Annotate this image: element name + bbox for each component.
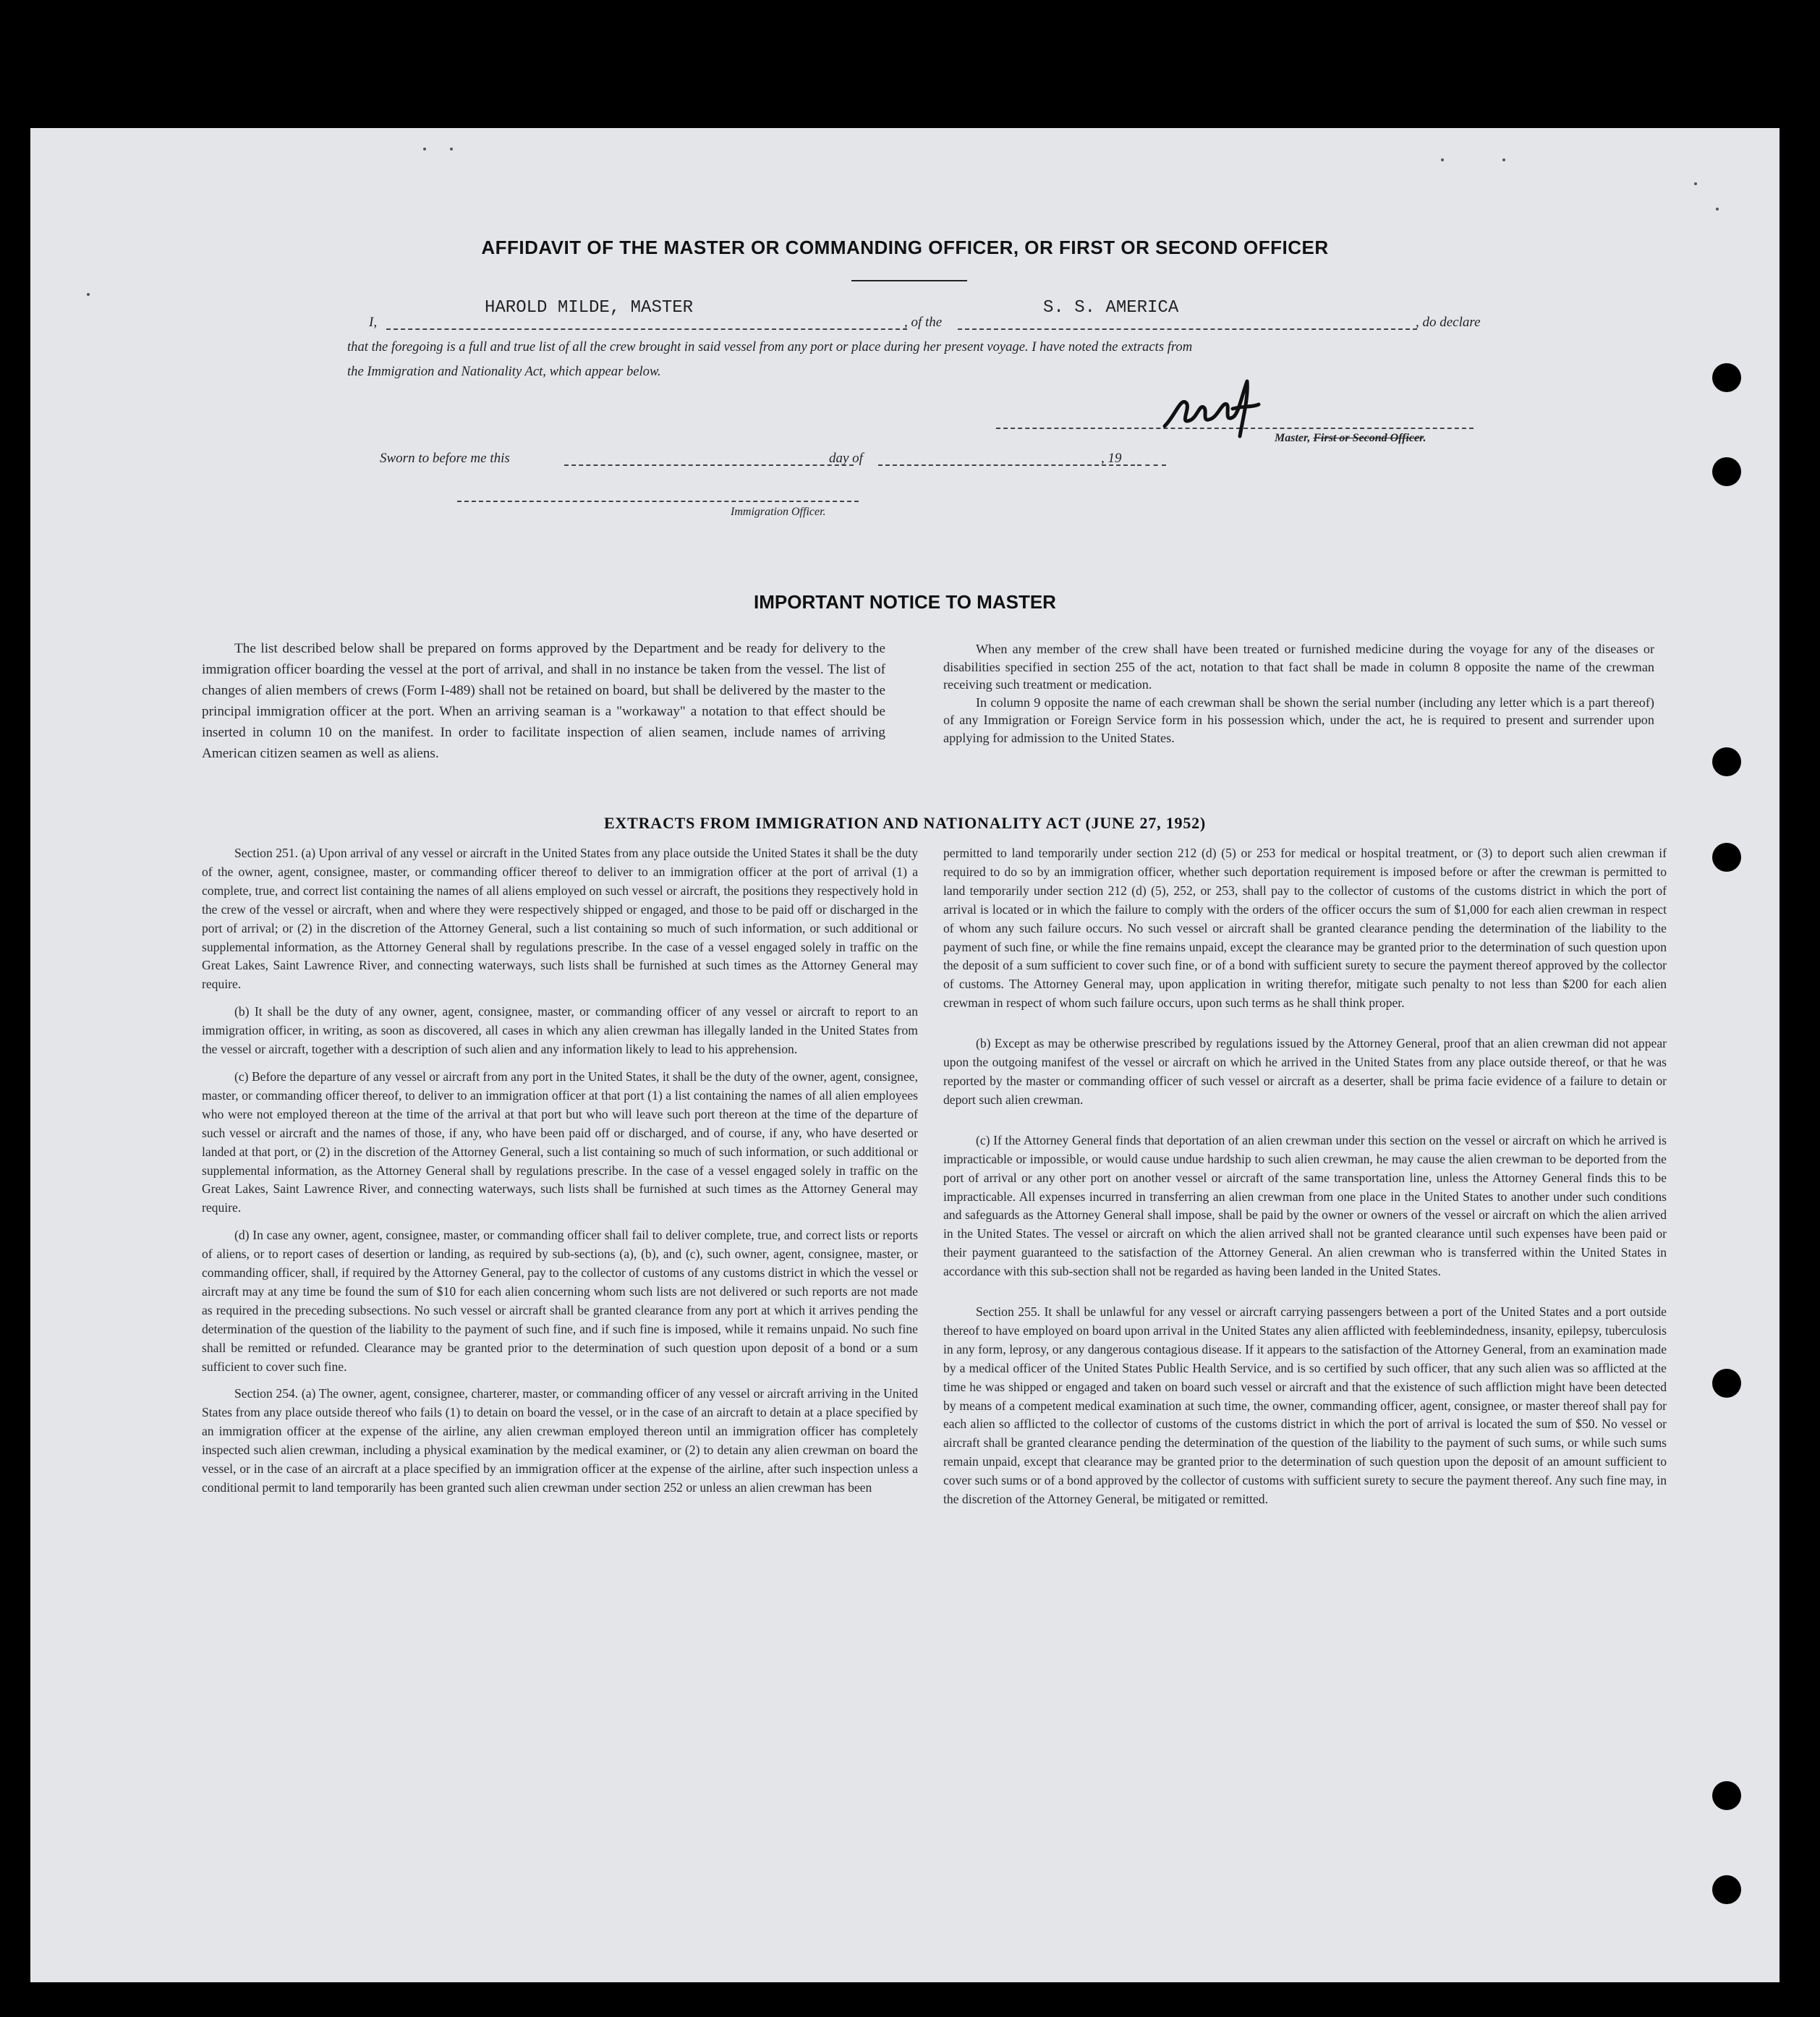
declaration-line-2: the Immigration and Nationality Act, which appear below.	[347, 364, 661, 379]
binder-hole	[1712, 747, 1741, 776]
scan-speck	[1694, 182, 1697, 185]
binder-hole	[1712, 1781, 1741, 1810]
section-251-b: (b) It shall be the duty of any owner, agent, consignee, master, or commanding officer of any vessel or aircraft to report to an immigration officer, in writing, as soon as discovered, all cases in which any alien crewman has illegally landed in the United States from the vessel or aircraft, together with a description of such alien and any information likely to lead to his apprehension.	[202, 1004, 918, 1057]
i-label: I,	[369, 315, 378, 330]
section-251-d: (d) In case any owner, agent, consignee, master, or commanding officer shall fail to deliver complete, true, and correct lists or reports of aliens, or to report cases of desertion or landing, as required by sub-sections (a), (b), and (c), such owner, agent, consignee, master, or commanding officer, shall, if required by the Attorney General, pay to the collector of customs of any customs district in which the vessel or aircraft may at any time be found the sum of $10 for each alien concerning whom such lists are not delivered or such reports are not made as required in the preceding subsections. No such vessel or aircraft shall be granted clearance from any port at which it arrives pending the determination of the question of the liability to the payment of such fine, and if such fine is imposed, while it remains unpaid. No such fine shall be remitted or refunded. Clearance may be granted prior to the determination of such question upon deposit of a bond or a sum sufficient to cover such fine.	[202, 1228, 918, 1374]
notice-title: IMPORTANT NOTICE TO MASTER	[754, 591, 1056, 613]
binder-hole	[1712, 843, 1741, 872]
sworn-label: Sworn to before me this	[380, 451, 510, 466]
scan-speck	[450, 148, 453, 150]
declaration-line-1: that the foregoing is a full and true list of all the crew brought in said vessel from any port or place during her present voyage. I have noted the extracts from	[347, 339, 1193, 354]
section-254-a-cont: permitted to land temporarily under section 212 (d) (5) or 253 for medical or hospital treatment, or (3) to deport such alien crewman if required to do so by an immigration officer, whether such deportation requirement is imposed before or after the crewman is permitted to land temporarily under section 212 (d) (5), 252, or 253, shall pay to the collector of customs of the customs district in which the port of arrival is located or in which the failure to comply with the orders of the officer occurs the sum of $1,000 for each alien crewman in respect of whom any such failure occurs. No such vessel or aircraft shall be granted clearance pending the determination of the liability to the payment of such fine, or while the fine remains unpaid, except the clearance may be granted prior to the determination of such question upon the deposit of a sum sufficient to cover such fine, or of a bond with sufficient surety to secure the payment thereof approved by the collector of customs. The Attorney General may, upon application in writing therefor, mitigate such penalty to not less than $200 for each alien crewman in respect of whom such failure occurs, upon such terms as he shall think proper.	[943, 846, 1667, 1011]
officer-sign-line	[457, 501, 859, 502]
master-signature	[1157, 375, 1266, 441]
sworn-month-line	[878, 464, 1135, 466]
immigration-officer-label: Immigration Officer.	[731, 506, 826, 518]
signature-caption-struck: First or Second Officer	[1313, 432, 1424, 444]
year-label: , 19	[1101, 451, 1122, 466]
scan-speck	[87, 293, 90, 296]
document-page	[30, 128, 1779, 1982]
scan-speck	[423, 148, 426, 150]
section-254-c: (c) If the Attorney General finds that deportation of an alien crewman under this section on the vessel or aircraft on which he arrived is impracticable or impossible, or would cause undue hardship to such alien crewman, he may cause the alien crewman to be deported from the port of arrival or any other port on another vessel or aircraft of the same transportation line, unless the Attorney General finds this to be impracticable. All expenses incurred in transferring an alien crewman from one place in the United States to another under such conditions and safeguards as the Attorney General shall impose, shall be paid by the owner or owners of the vessel or aircraft on which the alien arrived in the United States. The vessel or aircraft on which the alien arrived shall not be granted clearance until such expenses have been paid or their payment guaranteed to the satisfaction of the Attorney General. An alien crewman who is transferred within the United States in accordance with this sub-section shall not be regarded as having been landed in the United States.	[943, 1132, 1667, 1279]
day-of-label: day of	[829, 451, 863, 466]
section-254-a: Section 254. (a) The owner, agent, consignee, charterer, master, or commanding officer of any vessel or aircraft arriving in the United States from any place outside thereof who fails (1) to detain on board the vessel, or in the case of an aircraft to detain at a place specified by an immigration officer at the expense of the airline, any alien crewman employed thereon until an immigration officer has completely inspected such alien crewman, including a physical examination by the medical examiner, or (2) to detain any alien crewman on board the vessel, or in the case of an aircraft at a place specified by an immigration officer at the expense of the airline, after such inspection unless a conditional permit to land temporarily has been granted such alien crewman under section 252 or unless an alien crewman has been	[202, 1386, 918, 1495]
do-declare-label: , do declare	[1416, 315, 1481, 330]
scan-speck	[1716, 208, 1719, 211]
binder-hole	[1712, 1369, 1741, 1398]
binder-hole	[1712, 363, 1741, 392]
binder-hole	[1712, 457, 1741, 486]
section-255: Section 255. It shall be unlawful for any vessel or aircraft carrying passengers between a port of the United States and a port outside thereof to have employed on board upon arrival in the United States any alien afflicted with feeblemindedness, insanity, epilepsy, tuberculosis in any form, leprosy, or any dangerous contagious disease. If it appears to the satisfaction of the Attorney General, from an examination made by a medical officer of the United States Public Health Service, and is so certified by such officer, that any such alien was so afflicted at the time he was shipped or engaged and taken on board such vessel or aircraft and that the existence of such affliction might have been detected by means of a competent medical examination at such time, the owner, commanding officer, agent, consignee, or master thereof shall pay for each alien so afflicted to the collector of customs of the customs district in which the port of arrival is located the sum of $50. No vessel or aircraft shall be granted clearance pending the determination of the question of the liability to the payment of such sums, or while such sums remain unpaid, except that clearance may be granted prior to the determination of such question upon the deposit of an amount sufficient to cover such sums or of a bond approved by the collector of customs with sufficient surety to secure the payment thereof. Any such fine may, in the discretion of the Attorney General, be mitigated or remitted.	[943, 1304, 1667, 1507]
notice-left-column	[202, 638, 885, 764]
binder-hole	[1712, 1875, 1741, 1904]
year-line	[1137, 464, 1166, 466]
scan-speck	[1502, 158, 1505, 161]
notice-right-column	[943, 640, 1654, 747]
extracts-left-column	[202, 844, 918, 1506]
notice-right-text-2: In column 9 opposite the name of each crewman shall be shown the serial number (including any letter which is a part thereof) of any Immigration or Foreign Service form in his possession which, under the act, he is required to present and surrender upon applying for admission to the United States.	[943, 695, 1654, 745]
extracts-right-column	[943, 844, 1667, 1518]
scan-speck	[1441, 158, 1444, 161]
signature-caption	[1275, 432, 1426, 445]
signature-caption-master: Master,	[1275, 432, 1314, 444]
vessel-field-line	[958, 328, 1417, 330]
title-divider	[851, 280, 967, 281]
affidavit-title: AFFIDAVIT OF THE MASTER OR COMMANDING OFFICER, OR FIRST OR SECOND OFFICER	[481, 237, 1329, 258]
notice-right-text-1: When any member of the crew shall have been treated or furnished medicine during the voyage for any of the diseases or disabilities specified in section 255 of the act, notation to that fact shall be made in column 8 opposite the name of the crewman receiving such treatment or medication.	[943, 642, 1654, 692]
extracts-title: EXTRACTS FROM IMMIGRATION AND NATIONALITY ACT (JUNE 27, 1952)	[603, 814, 1207, 832]
section-251-a: Section 251. (a) Upon arrival of any vessel or aircraft in the United States from any place outside the United States it shall be the duty of the owner, agent, consignee, master, or commanding officer thereof to deliver to an immigration officer at the port of arrival (1) a complete, true, and correct list containing the names of all aliens employed on such vessel or aircraft, the positions they respectively hold in the crew of the vessel or aircraft, when and where they were respectively shipped or engaged, and those to be paid off or discharged in the port of arrival; or (2) in the discretion of the Attorney General, such a list containing so much of such information, or such additional or supplemental information, as the Attorney General shall by regulations prescribe. In the case of a vessel engaged solely in traffic on the Great Lakes, Saint Lawrence River, and connecting waterways, such lists shall be furnished at such times as the Attorney General may require.	[202, 846, 918, 992]
notice-left-text: The list described below shall be prepared on forms approved by the Department and be ready for delivery to the immigration officer boarding the vessel at the port of arrival, and shall in no instance be taken from the vessel. The list of changes of alien members of crews (Form I-489) shall not be retained on board, but shall be delivered by the master to the principal immigration officer at the port. When an arriving seaman is a "workaway" a notation to that effect should be inserted in column 10 on the manifest. In order to facilitate inspection of alien seamen, include names of arriving American citizen seamen as well as aliens.	[202, 641, 885, 761]
of-the-label: , of the	[904, 315, 943, 330]
name-field-line	[386, 328, 907, 330]
sworn-day-line	[564, 464, 854, 466]
signature-caption-suffix: .	[1423, 432, 1426, 444]
section-254-b: (b) Except as may be otherwise prescribed by regulations issued by the Attorney General, proof that an alien crewman did not appear upon the outgoing manifest of the vessel or aircraft on which he arrived in the United States from any place outside thereof, or that he was reported by the master or commanding officer of such vessel or aircraft as a deserter, shall be prima facie evidence of a failure to detain or deport such alien crewman.	[943, 1036, 1667, 1107]
master-name-field: HAROLD MILDE, MASTER	[485, 298, 694, 318]
section-251-c: (c) Before the departure of any vessel or aircraft from any port in the United States, it shall be the duty of the owner, agent, consignee, master, or commanding officer thereof, to deliver to an immigration officer at that port (1) a list containing the names of all alien employees who were not employed thereon at the time of the arrival at that port but who will leave such port thereon at the time of the departure of such vessel or aircraft and the names of those, if any, who have been paid off or discharged, and of course, if any, who have deserted or landed at that port, or (2) in the discretion of the Attorney General, such a list containing so much of such information, or such additional or supplemental information, as the Attorney General shall by regulations prescribe. In the case of a vessel engaged solely in traffic on the Great Lakes, Saint Lawrence River, and connecting waterways, such lists shall be furnished at such times as the Attorney General may require.	[202, 1069, 918, 1215]
vessel-name-field: S. S. AMERICA	[1043, 298, 1179, 318]
